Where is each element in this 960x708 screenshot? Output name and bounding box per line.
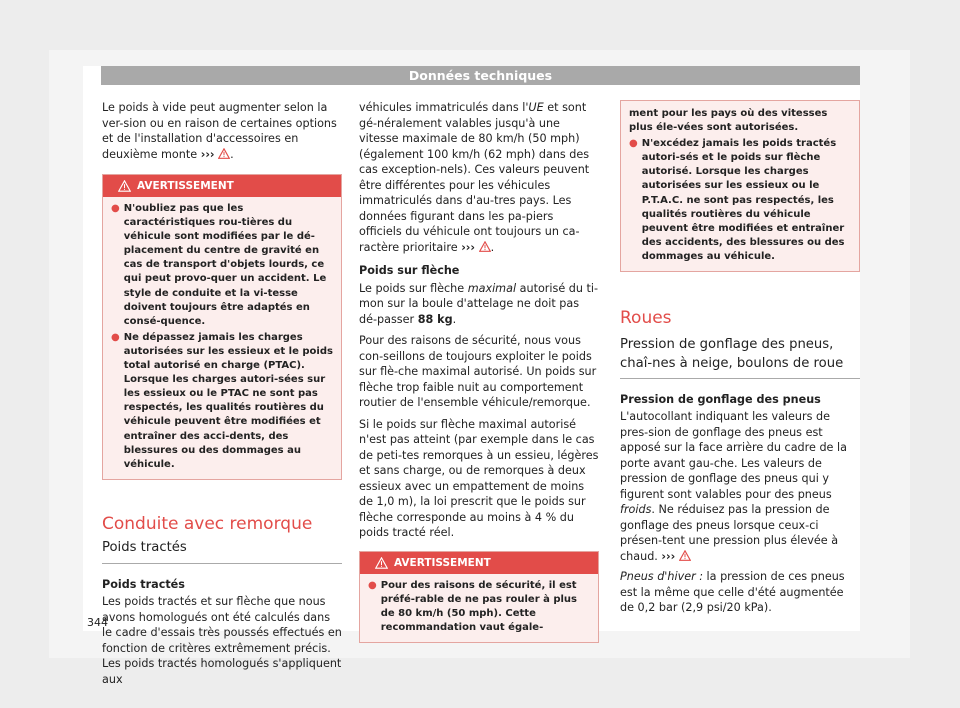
paragraph-heading: Poids tractés (102, 577, 185, 591)
warning-item: ● N'excédez jamais les poids tractés autori-sés et le poids sur flèche autorisé. Lorsque les charges autorisées sur les essieux ou le P.T.A.C. ne sont pas respectés, les qualités routières du véhicule peuvent être modifiées et entraîner des accidents, des blessures ou des dommages au véhicule. (629, 137, 851, 264)
page-header: Données techniques (101, 66, 860, 85)
paragraph: Pneus d'hiver : la pression de ces pneus est la même que celle d'été augmentée de 0,2 bar (2,9 psi/20 kPa). (620, 570, 845, 615)
column-2 (359, 100, 599, 643)
divider (102, 563, 342, 564)
paragraph: Pour des raisons de sécurité, nous vous con-seillons de toujours exploiter le poids sur flè-che maximal autorisé. Un poids sur flèche trop faible nuit au comportement routier de l'ensemble véhicule/remorque. (359, 334, 597, 409)
section-title: Conduite avec remorque (102, 513, 313, 534)
warning-header: AVERTISSEMENT (360, 552, 598, 574)
paragraph-heading: Poids sur flèche (359, 264, 460, 277)
warning-icon (118, 180, 131, 192)
warning-item: ● Ne dépassez jamais les charges autorisées sur les essieux et le poids total autorisé en charge (PTAC). Lorsque les charges autori-sées sur les essieux ou le PTAC ne sont pas respectés, les qualités routières du véhicule peuvent être modifiées et entraîner des acci-dents, des blessures ou des dommages au véhicule. (111, 331, 333, 472)
section-subtitle: Pression de gonflage des pneus, chaî-nes à neige, boulons de roue (620, 336, 844, 371)
warning-triangle-icon (679, 550, 691, 561)
intro-paragraph: Le poids à vide peut augmenter selon la ver-sion ou en raison de certaines options et de l'installation d'accessoires en deuxième monte ››› . (102, 101, 337, 161)
paragraph: Le poids sur flèche maximal autorisé du ti-mon sur la boule d'attelage ne doit pas dé-passer 88 kg. (359, 281, 599, 326)
column-3 (620, 100, 860, 616)
warning-box-2 (359, 551, 599, 643)
paragraph: véhicules immatriculés dans l'UE et sont gé-néralement valables jusqu'à une vitesse maximale de 80 km/h (50 mph) (également 100 km/h (62 mph) dans des cas exception-nels). Ces valeurs peuvent être différentes pour les véhicules immatriculés dans d'au-tres pays. Les données figurant dans les pa-piers officiels du véhicule ont toujours un ca-ractère prioritaire ››› . (359, 101, 590, 254)
warning-item: ● N'oubliez pas que les caractéristiques rou-tières du véhicule sont modifiées par le dé-placement du centre de gravité en cas de transport d'objets lourds, ce qui peut provo-quer un accident. Le style de conduite et la vi-tesse doivent toujours être adaptés en consé-quence. (111, 202, 333, 329)
section-subtitle: Poids tractés (102, 540, 187, 556)
bullet-icon: ● (111, 331, 120, 343)
chevron-link-icon[interactable]: ››› (661, 549, 676, 563)
warning-triangle-icon (218, 148, 230, 159)
section-title: Roues (620, 308, 672, 329)
paragraph: Si le poids sur flèche maximal autorisé n'est pas atteint (par exemple dans le cas de peti-tes remorques à un essieu, légères et sans charge, ou de remorques à deux essieux avec un empattement de moins de 1,0 m), la loi prescrit que le poids sur flèche corresponde au moins à 4 % du poids tracté réel. (359, 417, 599, 539)
bullet-icon: ● (111, 203, 120, 214)
paragraph: L'autocollant indiquant les valeurs de pres-sion de gonflage des pneus est apposé sur la face arrière du cadre de la porte avant gau-che. Les valeurs de pression de gonflage des pneus qui y figurent sont valables pour des pneus froids. Ne réduisez pas la pression de gonflage des pneus lorsque ceux-ci présen-tent une pression plus élevée à chaud. ››› (620, 410, 847, 563)
bullet-icon: ● (368, 579, 377, 591)
page-number: 344 (87, 616, 108, 629)
warning-item-continued: ment pour les pays où des vitesses plus éle-vées sont autorisées. (629, 108, 828, 134)
warning-box-1 (102, 174, 342, 480)
warning-item: ● Pour des raisons de sécurité, il est préfé-rable de ne pas rouler à plus de 80 km/h (50 mph). Cette recommandation vaut égale- (368, 579, 590, 635)
paragraph: Les poids tractés et sur flèche que nous avons homologués ont été calculés dans le cadre d'essais très poussés effectués en fonction de critères extrêmement précis. Les poids tractés homologués s'appliquent aux (102, 595, 342, 686)
paragraph-heading: Pression de gonflage des pneus (620, 392, 821, 406)
bullet-icon: ● (629, 138, 638, 150)
chevron-link-icon[interactable]: ››› (461, 240, 476, 254)
warning-triangle-icon (479, 241, 491, 252)
warning-header: AVERTISSEMENT (103, 175, 341, 197)
warning-icon (375, 557, 388, 569)
chevron-link-icon[interactable]: ››› (200, 147, 215, 161)
divider (620, 378, 860, 379)
warning-box-continued (620, 100, 860, 272)
column-1 (102, 100, 342, 687)
